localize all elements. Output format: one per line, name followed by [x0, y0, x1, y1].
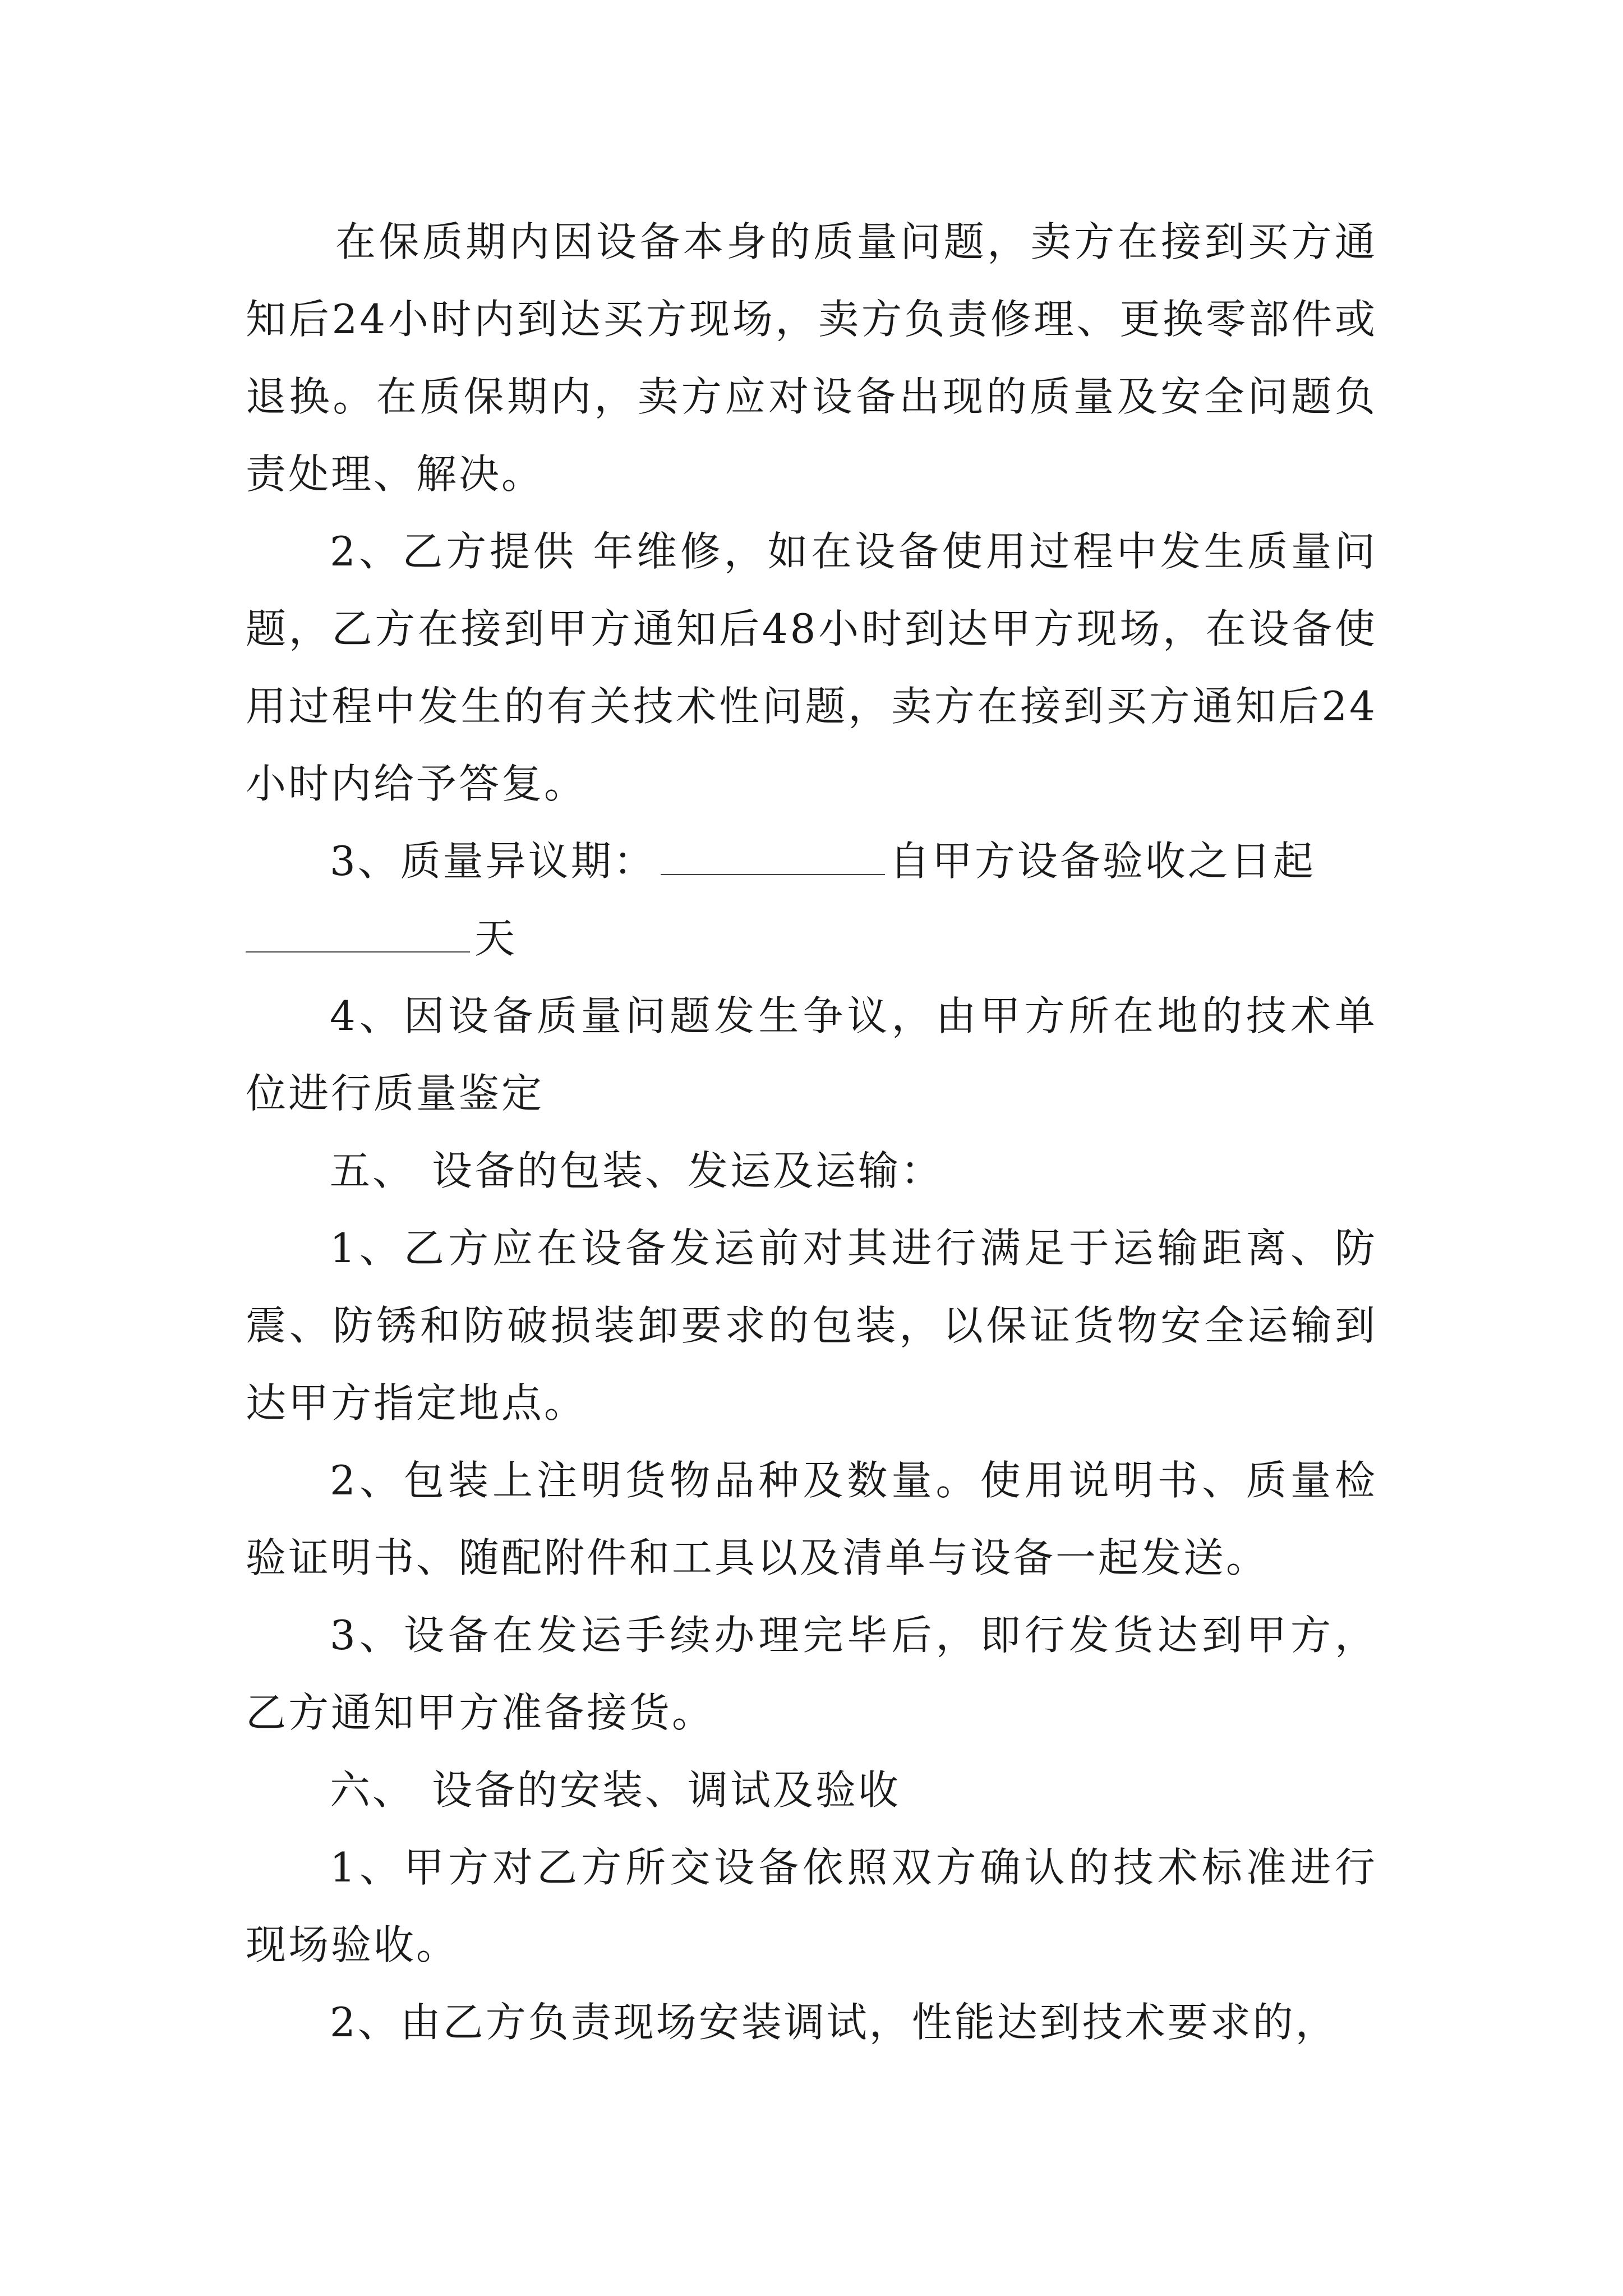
paragraph-maintenance-term: 2、乙方提供 年维修，如在设备使用过程中发生质量问题，乙方在接到甲方通知后48小时到达甲方现场，在设备使用过程中发生的有关技术性问题，卖方在接到买方通知后24小时内给予答复。: [246, 528, 1377, 807]
section-heading-packaging: [246, 1132, 1377, 1209]
paragraph-quality-objection-period: [246, 822, 1377, 977]
paragraph-site-acceptance: 1、甲方对乙方所交设备依照双方确认的技术标准进行现场验收。: [246, 1844, 1377, 1968]
quality-objection-label: 3、质量异议期：: [330, 838, 656, 885]
quality-objection-end: 天: [474, 915, 518, 962]
quality-objection-middle: 自甲方设备验收之日起: [889, 838, 1316, 885]
fill-blank-days: [246, 918, 470, 953]
fill-blank-objection-period: [661, 840, 885, 875]
paragraph-installation-commissioning: 2、由乙方负责现场安装调试，性能达到技术要求的，: [330, 1999, 1338, 2046]
paragraph-quality-dispute: 4、因设备质量问题发生争议，由甲方所在地的技术单位进行质量鉴定: [246, 992, 1377, 1117]
section-title-installation: 设备的安装、调试及验收: [432, 1766, 901, 1814]
section-heading-installation: [246, 1751, 1377, 1829]
document-body: [246, 203, 1377, 2061]
paragraph-shipping-notice: 3、设备在发运手续办理完毕后，即行发货达到甲方，乙方通知甲方准备接货。: [246, 1612, 1377, 1736]
section-number-five: 五、: [330, 1147, 416, 1194]
section-number-six: 六、: [330, 1766, 416, 1814]
section-title-packaging: 设备的包装、发运及运输：: [432, 1147, 944, 1194]
paragraph-packaging-requirement: 1、乙方应在设备发运前对其进行满足于运输距离、防震、防锈和防破损装卸要求的包装，以保证货物安全运输到达甲方指定地点。: [246, 1225, 1377, 1427]
paragraph-packaging-labeling: 2、包装上注明货物品种及数量。使用说明书、质量检验证明书、随配附件和工具以及清单与设备一起发送。: [246, 1457, 1377, 1581]
paragraph-warranty-repair: 在保质期内因设备本身的质量问题，卖方在接到买方通知后24小时内到达买方现场，卖方负责修理、更换零部件或退换。在质保期内，卖方应对设备出现的质量及安全问题负责处理、解决。: [246, 218, 1377, 498]
